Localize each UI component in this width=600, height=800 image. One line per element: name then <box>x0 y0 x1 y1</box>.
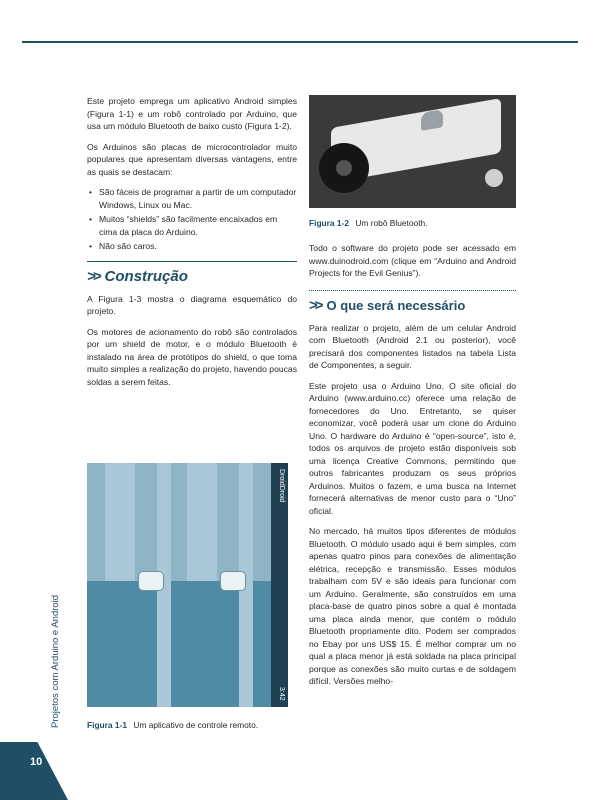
section-title: O que será necessário <box>326 297 466 313</box>
requirements-paragraph: Para realizar o projeto, além de um celular Android com Bluetooth (Android 2.1 ou posterior), você precisará dos componentes listados na tabela Lista de Componentes, a seguir. <box>309 322 516 370</box>
figure-label: Figura 1-1 <box>87 720 128 730</box>
advantages-list <box>87 186 297 253</box>
figure-1-2-caption <box>309 218 516 228</box>
motors-paragraph: Os motores de acionamento do robô são controlados por um shield de motor, e o módulo Bluetooth é instalado na área de protótipos do shield, o que toma muito simples a realização do projeto, havendo poucas soldas a serem feitas. <box>87 326 297 387</box>
schematic-paragraph: A Figura 1-3 mostra o diagrama esquemático do projeto. <box>87 293 297 316</box>
top-rule <box>22 41 578 43</box>
app-title: DroidDroid <box>278 469 285 503</box>
status-clock: 3:42 <box>278 687 285 701</box>
wheel-hub <box>336 160 352 176</box>
page-number: 10 <box>30 756 43 768</box>
arduino-paragraph: Os Arduinos são placas de microcontrolador muito populares que apresentam diversas vantagens, entre as quais se destacam: <box>87 141 297 177</box>
bluetooth-robot-photo <box>309 95 516 208</box>
caster-wheel <box>485 169 503 187</box>
status-bar <box>271 463 288 707</box>
double-chevron-icon: >> <box>309 296 321 314</box>
double-chevron-icon: >> <box>87 267 99 285</box>
arduino-uno-paragraph: Este projeto usa o Arduino Uno. O site oficial do Arduino (www.arduino.cc) oferece uma relação de fornecedores do Uno. Entretanto, se quiser economizar, você poderá usar um clone do Arduino Uno. O hardware do Arduino é “open-source”, isto é, todos os arquivos de projeto estão disponíveis sob uma licença Creative Commons, permitindo que outros fabricantes produzam os seus próprios Arduinos. Muitos o fazem, e uma busca na Internet fornecerá alternativas de menor custo para o “Uno” oficial. <box>309 380 516 516</box>
running-title: Projetos com Arduino e Android <box>50 594 61 728</box>
section-heading-construcao <box>87 268 297 285</box>
figure-label: Figura 1-2 <box>309 218 350 228</box>
intro-paragraph: Este projeto emprega um aplicativo Android simples (Figura 1-1) e um robô controlado por Arduino, que usa um módulo Bluetooth de baixo custo (Figura 1-2). <box>87 96 297 131</box>
bluetooth-modules-paragraph: No mercado, há muitos tipos diferentes de módulos Bluetooth. O módulo usado aqui é bem simples, com apenas quatro pinos para conexões de alimentação elétrica, recepção e transmissão. Esses módulos trabalham com 5V e são ideais para funcionar com um Arduino. Geralmente, são construídos em uma placa-base de quatro pinos sobre a qual é montada uma placa ainda menor, que contém o módulo Bluetooth propriamente dito. Podem ser comprados no Ebay por uns US$ 15. É melhor comprar um no qual a placa menor já está soldada na placa principal porque as conexões são muito curtas e de soldagem difícil. Versões melho- <box>309 526 516 686</box>
right-slider-handle[interactable] <box>221 572 245 590</box>
page-number-badge <box>0 742 68 800</box>
section-heading-necessario <box>309 297 516 314</box>
remote-control-app-screenshot <box>87 463 288 707</box>
section-divider <box>309 290 516 291</box>
figure-caption-text: Um robô Bluetooth. <box>355 218 428 228</box>
left-slider-handle[interactable] <box>139 572 163 590</box>
left-column <box>87 95 297 396</box>
list-item: • Muitos “shields” são facilmente encaixados em cima da placa do Arduino. <box>99 213 297 238</box>
section-title: Construção <box>104 267 188 285</box>
figure-caption-text: Um aplicativo de controle remoto. <box>133 720 259 730</box>
right-column <box>309 218 516 696</box>
section-divider <box>87 261 297 262</box>
list-item: • São fáceis de programar a partir de um computador Windows, Linux ou Mac. <box>99 186 297 211</box>
list-item: • Não são caros. <box>99 240 297 253</box>
figure-1-1-caption <box>87 720 297 730</box>
software-paragraph: Todo o software do projeto pode ser acessado em www.duinodroid.com (clique em “Arduino and Android Projects for the Evil Genius”). <box>309 243 516 278</box>
